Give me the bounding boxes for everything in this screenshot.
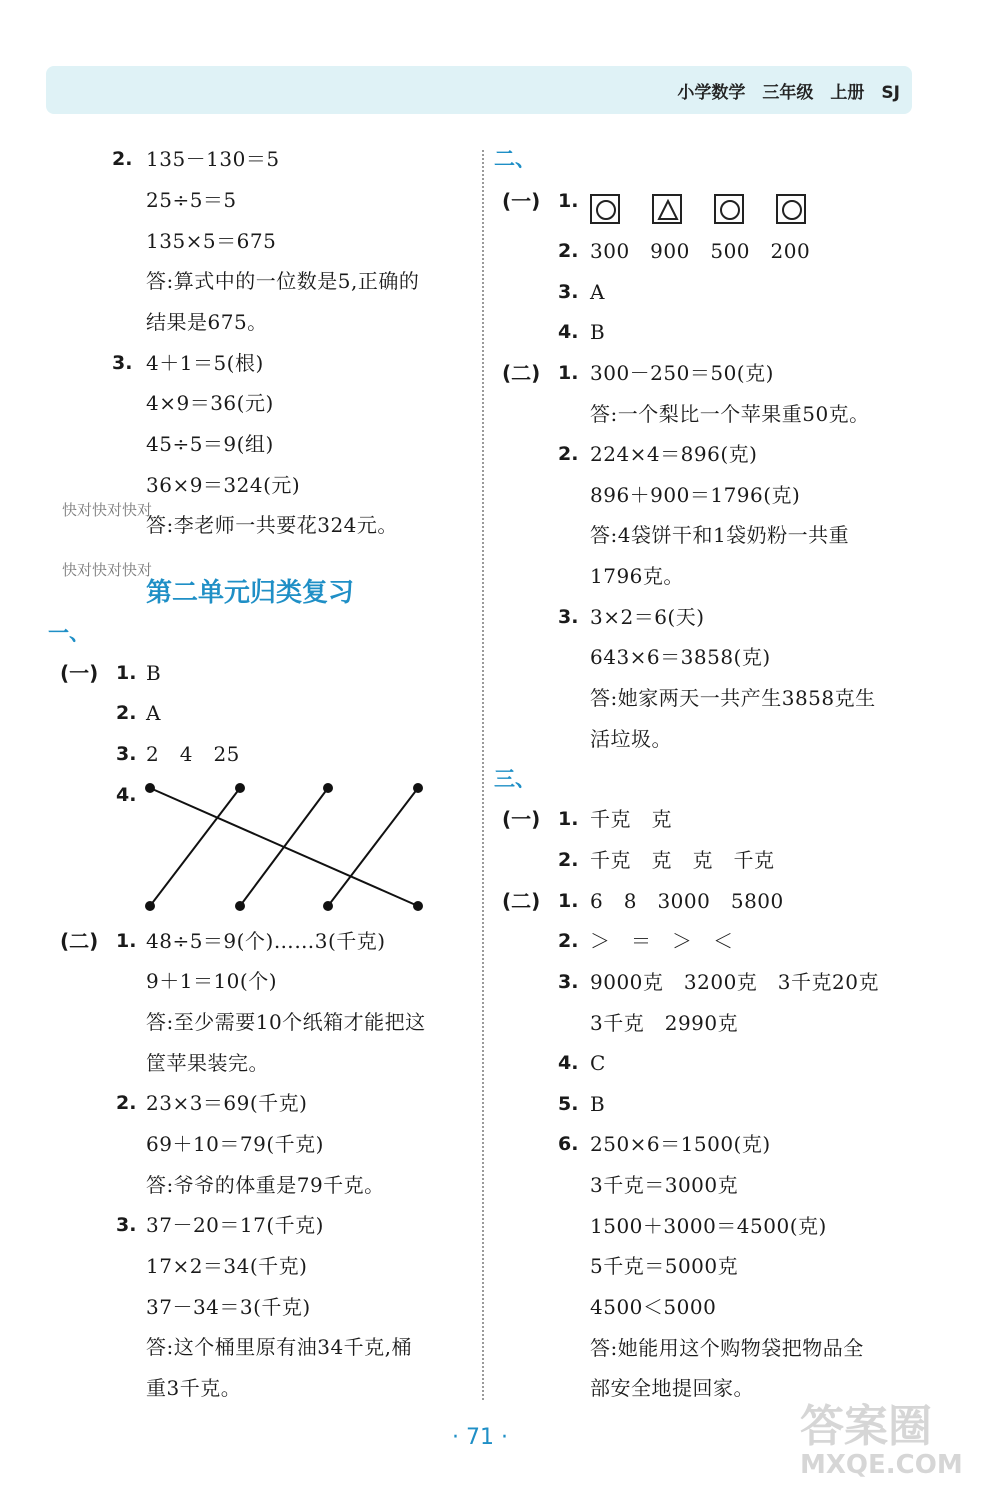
match-dot bbox=[235, 783, 245, 793]
answer-line: A bbox=[146, 701, 161, 725]
group-label: (一) bbox=[502, 189, 541, 213]
answer-line: 筐苹果装完。 bbox=[146, 1051, 269, 1075]
column-divider bbox=[482, 150, 484, 1400]
answer-line: 69＋10＝79(千克) bbox=[146, 1132, 324, 1156]
match-dot bbox=[413, 901, 423, 911]
answer-line: 答:至少需要10个纸箱才能把这 bbox=[146, 1010, 426, 1034]
answer-line: 9＋1＝10(个) bbox=[146, 969, 278, 993]
answer-line: 300－250＝50(克) bbox=[590, 361, 774, 385]
answer-line: 千克 克 bbox=[590, 807, 672, 831]
answer-line: 4×9＝36(元) bbox=[146, 391, 274, 415]
shape-circle-icon bbox=[776, 194, 806, 224]
answer-line: 250×6＝1500(克) bbox=[590, 1132, 771, 1156]
answer-line: C bbox=[590, 1051, 606, 1075]
answer-line: 48÷5＝9(个)……3(千克) bbox=[146, 929, 386, 953]
answer-line: 17×2＝34(千克) bbox=[146, 1254, 308, 1278]
shape-triangle-icon bbox=[652, 194, 682, 224]
item-number: 2. bbox=[558, 930, 579, 952]
answer-line: 答:一个梨比一个苹果重50克。 bbox=[590, 402, 870, 426]
item-number: 2. bbox=[558, 849, 579, 871]
answer-line: 3千克＝3000克 bbox=[590, 1173, 739, 1197]
section-heading: 一、 bbox=[48, 621, 90, 645]
match-line bbox=[150, 788, 240, 906]
stamp-watermark bbox=[62, 460, 152, 600]
stamp-line: 快对快对快对 bbox=[62, 501, 153, 519]
answer-line: 3千克 2990克 bbox=[590, 1011, 739, 1035]
answer-line: B bbox=[590, 320, 606, 344]
item-number: 4. bbox=[558, 1052, 579, 1074]
answer-line: B bbox=[146, 661, 162, 685]
item-number: 5. bbox=[558, 1093, 579, 1115]
stamp-line: 快对快对快对 bbox=[62, 561, 153, 579]
answer-line: 45÷5＝9(组) bbox=[146, 432, 274, 456]
answer-line: 1500＋3000＝4500(克) bbox=[590, 1214, 827, 1238]
group-label: (一) bbox=[502, 807, 541, 831]
item-number: 1. bbox=[558, 362, 579, 384]
shape-circle-icon bbox=[714, 194, 744, 224]
page-number: · 71 · bbox=[452, 1425, 508, 1450]
answer-line: 135×5＝675 bbox=[146, 229, 277, 253]
answer-line: 答:4袋饼干和1袋奶粉一共重 bbox=[590, 523, 850, 547]
answer-line: 千克 克 克 千克 bbox=[590, 848, 775, 872]
answer-line: 25÷5＝5 bbox=[146, 188, 237, 212]
answer-line: 23×3＝69(千克) bbox=[146, 1091, 308, 1115]
section-heading: 三、 bbox=[494, 767, 536, 791]
match-dot bbox=[145, 901, 155, 911]
item-number: 1. bbox=[116, 930, 137, 952]
site-watermark: 答案圈 bbox=[800, 1401, 932, 1452]
answer-line: 224×4＝896(克) bbox=[590, 442, 758, 466]
answer-line: 结果是675。 bbox=[146, 310, 268, 334]
answer-line: 4＋1＝5(根) bbox=[146, 351, 264, 375]
item-number: 1. bbox=[558, 808, 579, 830]
answer-line: 答:爷爷的体重是79千克。 bbox=[146, 1173, 385, 1197]
item-number: 2. bbox=[112, 148, 133, 170]
item-number: 2. bbox=[116, 1092, 137, 1114]
answer-line: 643×6＝3858(克) bbox=[590, 645, 771, 669]
item-number: 2. bbox=[558, 443, 579, 465]
match-line bbox=[240, 788, 328, 906]
match-dot bbox=[323, 901, 333, 911]
match-dot bbox=[323, 783, 333, 793]
section-heading: 二、 bbox=[494, 147, 536, 171]
answer-line: B bbox=[590, 1092, 606, 1116]
match-dot bbox=[235, 901, 245, 911]
unit-title: 第二单元归类复习 bbox=[146, 578, 355, 608]
answer-line: 896＋900＝1796(克) bbox=[590, 483, 801, 507]
answer-line: 答:李老师一共要花324元。 bbox=[146, 513, 398, 537]
item-number: 3. bbox=[558, 606, 579, 628]
answer-line: 3×2＝6(天) bbox=[590, 605, 705, 629]
item-number: 3. bbox=[112, 352, 133, 374]
matching-diagram bbox=[140, 780, 440, 920]
group-label: (一) bbox=[60, 661, 99, 685]
answer-line: 活垃圾。 bbox=[590, 727, 672, 751]
item-number: 4. bbox=[558, 321, 579, 343]
group-label: (二) bbox=[502, 889, 541, 913]
answer-line: 5千克＝5000克 bbox=[590, 1254, 739, 1278]
answer-line: 300 900 500 200 bbox=[590, 239, 811, 263]
item-number: 2. bbox=[116, 702, 137, 724]
answer-line: 重3千克。 bbox=[146, 1376, 242, 1400]
item-number: 6. bbox=[558, 1133, 579, 1155]
match-line bbox=[328, 788, 418, 906]
answer-line: 2 4 25 bbox=[146, 742, 240, 766]
answer-line: 37－20＝17(千克) bbox=[146, 1213, 324, 1237]
match-dot bbox=[145, 783, 155, 793]
item-number: 1. bbox=[558, 890, 579, 912]
item-number: 3. bbox=[558, 281, 579, 303]
item-number: 1. bbox=[558, 190, 579, 212]
book-subject: 小学数学 三年级 上册 SJ bbox=[677, 83, 900, 103]
answer-line: 1796克。 bbox=[590, 564, 684, 588]
answer-line: 9000克 3200克 3千克20克 bbox=[590, 970, 879, 994]
answer-line: 37－34＝3(千克) bbox=[146, 1295, 311, 1319]
item-number: 4. bbox=[116, 784, 137, 806]
answer-line: 4500＜5000 bbox=[590, 1295, 717, 1319]
answer-line: 部安全地提回家。 bbox=[590, 1376, 754, 1400]
site-watermark-url: MXQE.COM bbox=[800, 1450, 963, 1480]
answer-line: 135－130＝5 bbox=[146, 147, 280, 171]
answer-line: ＞ ＝ ＞ ＜ bbox=[590, 929, 734, 953]
group-label: (二) bbox=[502, 361, 541, 385]
answer-line: 答:她能用这个购物袋把物品全 bbox=[590, 1336, 864, 1360]
match-dot bbox=[413, 783, 423, 793]
group-label: (二) bbox=[60, 929, 99, 953]
header-bar bbox=[46, 66, 912, 114]
answer-line: 答:她家两天一共产生3858克生 bbox=[590, 686, 876, 710]
item-number: 3. bbox=[116, 1214, 137, 1236]
answer-line: A bbox=[590, 280, 605, 304]
answer-line: 答:算式中的一位数是5,正确的 bbox=[146, 269, 420, 293]
item-number: 1. bbox=[116, 662, 137, 684]
answer-line: 36×9＝324(元) bbox=[146, 473, 301, 497]
item-number: 3. bbox=[116, 743, 137, 765]
item-number: 2. bbox=[558, 240, 579, 262]
item-number: 3. bbox=[558, 971, 579, 993]
answer-line: 6 8 3000 5800 bbox=[590, 889, 784, 913]
shape-circle-icon bbox=[590, 194, 620, 224]
answer-line: 答:这个桶里原有油34千克,桶 bbox=[146, 1335, 413, 1359]
